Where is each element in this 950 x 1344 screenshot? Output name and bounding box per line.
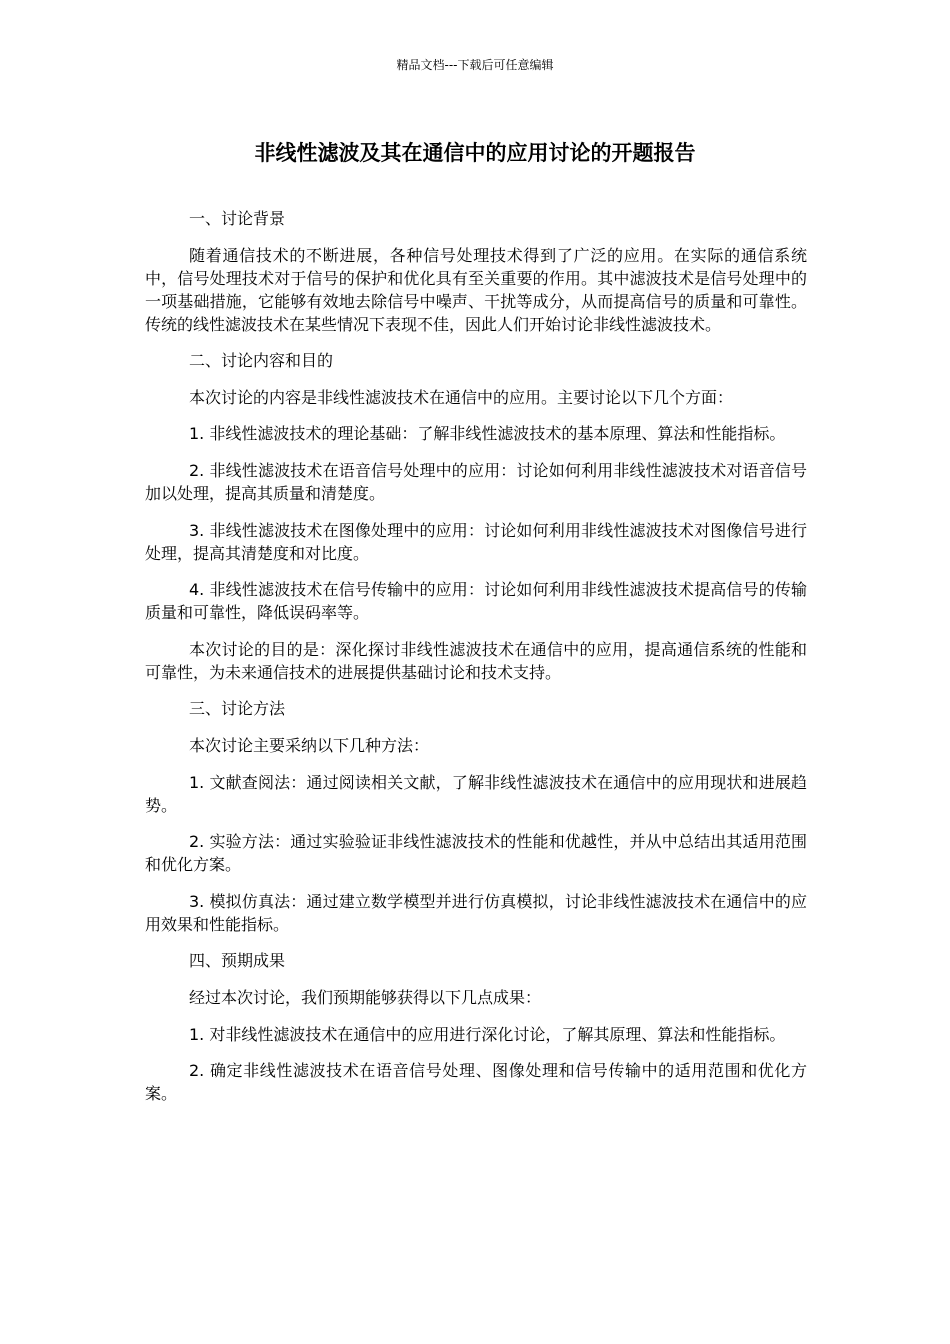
method-item-3: 3. 模拟仿真法：通过建立数学模型并进行仿真模拟，讨论非线性滤波技术在通信中的应用效果和性能指标。	[145, 891, 807, 934]
method-item-1: 1. 文献查阅法：通过阅读相关文献，了解非线性滤波技术在通信中的应用现状和进展趋势。	[145, 772, 807, 815]
results-intro-paragraph: 经过本次讨论，我们预期能够获得以下几点成果：	[189, 987, 542, 1007]
method-item-2: 2. 实验方法：通过实验验证非线性滤波技术的性能和优越性，并从中总结出其适用范围和优化方案。	[145, 832, 807, 875]
result-item-2: 2. 确定非线性滤波技术在语音信号处理、图像处理和信号传输中的适用范围和优化方案。	[145, 1061, 807, 1104]
content-item-2: 2. 非线性滤波技术在语音信号处理中的应用：讨论如何利用非线性滤波技术对语音信号加以处理，提高其质量和清楚度。	[145, 460, 807, 503]
result-item-1: 1. 对非线性滤波技术在通信中的应用进行深化讨论，了解其原理、算法和性能指标。	[189, 1024, 786, 1044]
content-item-1: 1. 非线性滤波技术的理论基础：了解非线性滤波技术的基本原理、算法和性能指标。	[189, 424, 786, 444]
methods-intro-paragraph: 本次讨论主要采纳以下几种方法：	[189, 735, 430, 755]
section-heading-content-purpose: 二、讨论内容和目的	[189, 351, 334, 371]
section-heading-methods: 三、讨论方法	[189, 699, 286, 719]
background-paragraph: 随着通信技术的不断进展，各种信号处理技术得到了广泛的应用。在实际的通信系统中，信号处理技术对于信号的保护和优化具有至关重要的作用。其中滤波技术是信号处理中的一项基础措施，它能够有效地去除信号中噪声、干扰等成分，从而提高信号的质量和可靠性。传统的线性滤波技术在某些情况下表现不佳，因此人们开始讨论非线性滤波技术。	[145, 245, 807, 334]
purpose-paragraph: 本次讨论的目的是：深化探讨非线性滤波技术在通信中的应用，提高通信系统的性能和可靠性，为未来通信技术的进展提供基础讨论和技术支持。	[145, 639, 807, 682]
document-title: 非线性滤波及其在通信中的应用讨论的开题报告	[254, 141, 696, 165]
section-heading-background: 一、讨论背景	[189, 209, 286, 228]
content-item-4: 4. 非线性滤波技术在信号传输中的应用：讨论如何利用非线性滤波技术提高信号的传输质量和可靠性，降低误码率等。	[145, 580, 807, 623]
content-item-3: 3. 非线性滤波技术在图像处理中的应用：讨论如何利用非线性滤波技术对图像信号进行处理，提高其清楚度和对比度。	[145, 520, 807, 563]
document-body	[145, 207, 807, 1119]
content-intro-paragraph: 本次讨论的内容是非线性滤波技术在通信中的应用。主要讨论以下几个方面：	[189, 387, 734, 407]
page-header-watermark: 精品文档---下载后可任意编辑	[396, 58, 554, 72]
section-heading-expected-results: 四、预期成果	[189, 951, 286, 971]
